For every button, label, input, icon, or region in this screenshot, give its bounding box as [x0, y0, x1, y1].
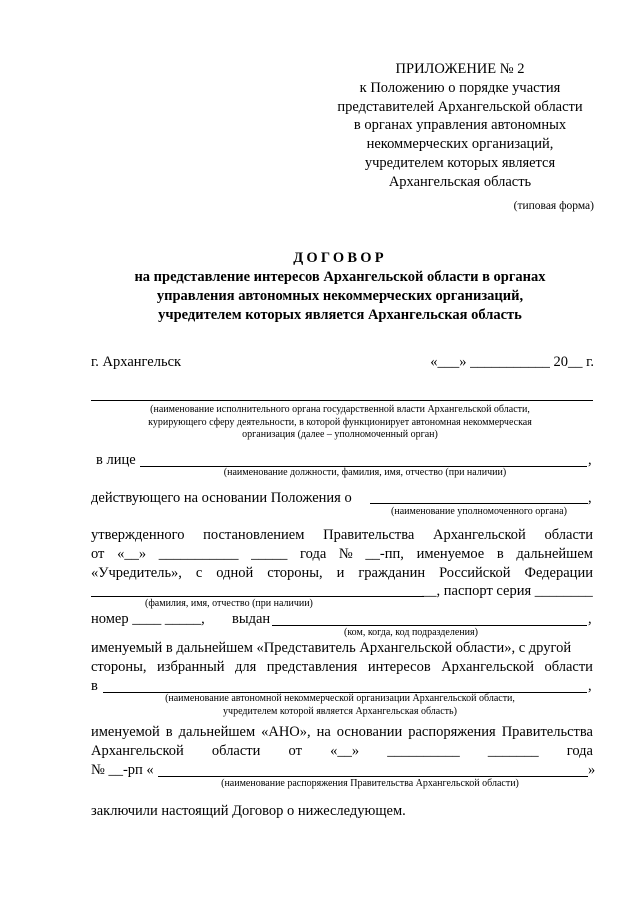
- appendix-line: в органах управления автономных: [353, 117, 567, 134]
- word: области: [544, 527, 593, 543]
- authorized-name-field[interactable]: [370, 503, 588, 504]
- place: г. Архангельск: [91, 354, 182, 370]
- word: представления: [266, 659, 358, 675]
- word: №: [338, 546, 353, 562]
- form-type-label: (типовая форма): [513, 200, 594, 212]
- caption-line: учредителем которой является Архангельская область): [223, 705, 457, 717]
- word: Правительства: [323, 527, 415, 543]
- decree-day-field[interactable]: «__»: [117, 546, 147, 562]
- word: Архангельской: [433, 527, 526, 543]
- issued-label: выдан: [232, 611, 271, 627]
- word: от: [91, 546, 105, 562]
- appendix-header: [320, 60, 600, 192]
- caption-authorized-name: (наименование уполномоченного органа): [391, 506, 567, 517]
- decree-date-line: [91, 546, 593, 563]
- order-date-line: [91, 743, 593, 760]
- appendix-line: ПРИЛОЖЕНИЕ № 2: [395, 61, 525, 77]
- chosen-line: [91, 659, 593, 676]
- comma: ,: [588, 611, 592, 627]
- date-blank[interactable]: «___» ___________ 20__ г.: [430, 354, 594, 370]
- authorized-body-field[interactable]: [91, 400, 593, 401]
- word: года: [300, 546, 327, 562]
- word: для: [235, 659, 257, 675]
- caption-order-name: (наименование распоряжения Правительства Архангельской области): [221, 778, 519, 789]
- caption-line: (наименование автономной некоммерческой организации Архангельской области,: [165, 693, 515, 704]
- passport-number-field[interactable]: номер ____ _____,: [91, 611, 205, 627]
- title-sub-line: учредителем которых является Архангельская область: [158, 307, 522, 324]
- word: области: [544, 659, 593, 675]
- issued-by-field[interactable]: [272, 625, 587, 626]
- comma: ,: [588, 678, 592, 694]
- title-main: ДОГОВОР: [293, 250, 387, 266]
- word: утвержденного: [91, 527, 185, 543]
- order-day-field[interactable]: «__»: [330, 743, 360, 759]
- word: постановлением: [203, 527, 305, 543]
- citizen-fio-field[interactable]: [91, 596, 424, 597]
- word: от: [288, 743, 302, 759]
- appendix-line: некоммерческих организаций,: [366, 136, 554, 153]
- contract-title: [0, 248, 640, 326]
- word: одной: [216, 565, 254, 581]
- appendix-line: учредителем которых является: [364, 154, 556, 171]
- in-person-label: в лице: [96, 452, 136, 468]
- caption-line: (наименование исполнительного органа государственной власти Архангельской области,: [150, 404, 530, 415]
- word: дальнейшем: [516, 546, 593, 562]
- word: гражданин: [358, 565, 426, 581]
- caption-line: организация (далее – уполномоченный орган): [242, 429, 438, 440]
- order-name-field[interactable]: [158, 776, 588, 777]
- word: года: [566, 743, 593, 759]
- word: Российской: [439, 565, 511, 581]
- decree-year-field[interactable]: _____: [251, 546, 288, 562]
- word: Федерации: [524, 565, 593, 581]
- caption-fio: (фамилия, имя, отчество (при наличии): [145, 598, 313, 609]
- title-sub-line: управления автономных некоммерческих организаций,: [156, 288, 524, 305]
- appendix-line: Архангельская область: [388, 173, 532, 190]
- word: основании: [336, 724, 403, 740]
- representative-line: именуемый в дальнейшем «Представитель Архангельской области», с другой: [91, 640, 572, 656]
- ano-named-line: [91, 724, 593, 741]
- comma: ,: [588, 490, 592, 506]
- in-label: в: [91, 678, 98, 694]
- caption-line: курирующего сферу деятельности, в которой функционирует автономная некоммерческая: [148, 416, 532, 428]
- concluded-line: заключили настоящий Договор о нижеследующем.: [91, 803, 406, 819]
- word: Архангельской: [91, 743, 184, 759]
- word: распоряжения: [408, 724, 496, 740]
- word: в: [496, 546, 504, 562]
- order-number-field[interactable]: № __-рп «: [91, 762, 154, 778]
- word: стороны,: [267, 565, 323, 581]
- decree-month-field[interactable]: ___________: [158, 546, 239, 562]
- word: с: [195, 565, 203, 581]
- order-month-field[interactable]: __________: [387, 743, 460, 759]
- appendix-line: представителей Архангельской области: [337, 98, 583, 115]
- acting-basis-label: действующего на основании Положения о: [91, 490, 352, 506]
- word: области: [211, 743, 261, 759]
- approved-line: [91, 527, 593, 544]
- caption-authorized-body: [0, 404, 640, 442]
- closing-quote: »: [588, 762, 596, 778]
- caption-position-name: (наименование должности, фамилия, имя, отчество (при наличии): [223, 467, 507, 478]
- word: именуемое: [416, 546, 485, 562]
- passport-series-field[interactable]: __, паспорт серия ________: [422, 583, 593, 599]
- word: и: [336, 565, 345, 581]
- title-sub-line: на представление интересов Архангельской области в органах: [134, 269, 546, 285]
- word: стороны,: [91, 659, 147, 675]
- word: именуемой: [91, 724, 160, 740]
- word: «Учредитель»,: [91, 565, 182, 581]
- word: Архангельской: [441, 659, 534, 675]
- appendix-line: к Положению о порядке участия: [359, 79, 561, 96]
- caption-issued-by: (ком, когда, код подразделения): [344, 627, 478, 638]
- word: избранный: [156, 659, 225, 675]
- word: «АНО»,: [261, 724, 311, 740]
- word: интересов: [367, 659, 431, 675]
- word: Правительства: [501, 724, 593, 740]
- comma: ,: [588, 452, 592, 468]
- caption-ano-name: [0, 693, 640, 718]
- word: в: [165, 724, 173, 740]
- order-year-field[interactable]: _______: [487, 743, 539, 759]
- decree-number-field[interactable]: __-пп,: [365, 546, 404, 562]
- word: на: [316, 724, 331, 740]
- word: дальнейшем: [178, 724, 256, 740]
- founder-line: [91, 565, 593, 582]
